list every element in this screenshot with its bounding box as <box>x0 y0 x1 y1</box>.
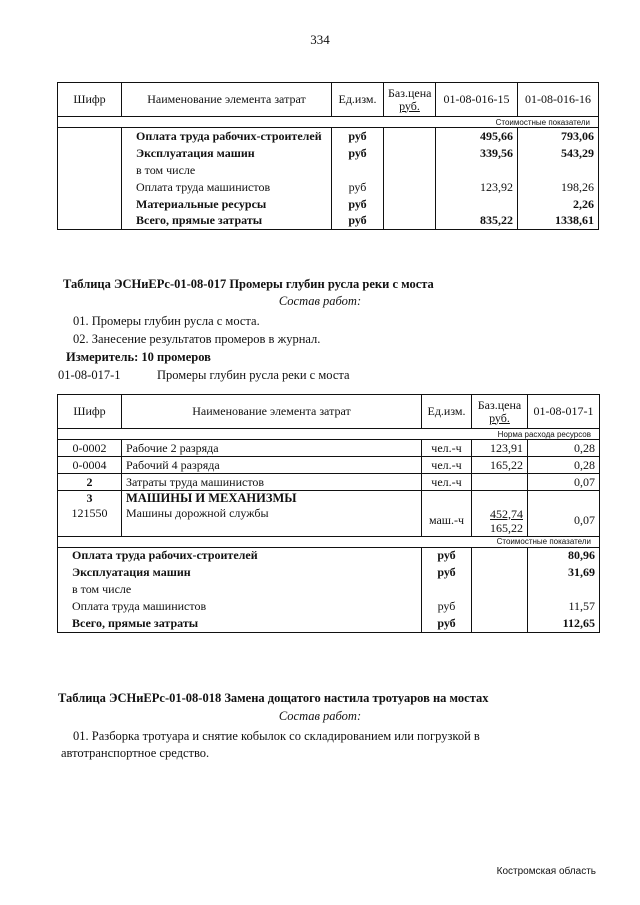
table-row: 0-0002 Рабочие 2 разряда чел.-ч 123,91 0,28 <box>58 440 600 457</box>
table-row: Эксплуатация машин руб 339,56 543,29 <box>58 145 599 162</box>
table-row: Оплата труда машинистов руб 11,57 <box>58 598 600 615</box>
table-row: Всего, прямые затраты руб 112,65 <box>58 615 600 632</box>
header-base-price: Баз.цена руб. <box>384 83 436 117</box>
table-row: 0-0004 Рабочий 4 разряда чел.-ч 165,22 0,28 <box>58 457 600 474</box>
table-row: Всего, прямые затраты руб 835,22 1338,61 <box>58 213 599 230</box>
header-code: Шифр <box>58 395 122 429</box>
table-row: Оплата труда машинистов руб 123,92 198,26 <box>58 179 599 196</box>
table-row: 3 МАШИНЫ И МЕХАНИЗМЫ <box>58 491 600 507</box>
item-code: 01-08-017-1 <box>58 368 121 382</box>
header-code: Шифр <box>58 83 122 117</box>
composition-title: Состав работ: <box>278 294 362 308</box>
header-name: Наименование элемента затрат <box>122 83 332 117</box>
cost-table-017 <box>57 394 600 633</box>
header-unit: Ед.изм. <box>332 83 384 117</box>
header-base-price: Баз.цена руб. <box>472 395 528 429</box>
item-name: Промеры глубин русла реки с моста <box>157 368 350 382</box>
section-label-norm: Норма расхода ресурсов <box>58 429 600 440</box>
page-number: 334 <box>310 32 330 47</box>
table-row: Материальные ресурсы руб 2,26 <box>58 196 599 213</box>
table-title-018: Таблица ЭСНиЕРс-01-08-018 Замена дощатого настила тротуаров на мостах <box>58 691 489 705</box>
section-label-cost: Стоимостные показатели <box>58 117 599 128</box>
table-row: 121550 Машины дорожной службы маш.-ч 452,74 165,22 0,07 <box>58 506 600 536</box>
table-row: в том числе <box>58 162 599 179</box>
work-item: 01. Разборка тротуара и снятие кобылок со складированием или погрузкой в <box>73 729 480 743</box>
table-row: 2 Затраты труда машинистов чел.-ч 0,07 <box>58 474 600 491</box>
table-title-017: Таблица ЭСНиЕРс-01-08-017 Промеры глубин русла реки с моста <box>63 277 434 291</box>
header-unit: Ед.изм. <box>422 395 472 429</box>
header-col-a: 01-08-017-1 <box>528 395 600 429</box>
work-item: 02. Занесение результатов промеров в журнал. <box>73 332 321 346</box>
meter-label: Измеритель: 10 промеров <box>66 350 211 364</box>
table-row: в том числе <box>58 581 600 598</box>
table-row: Оплата труда рабочих-строителей руб 495,66 793,06 <box>58 128 599 145</box>
table-row: Эксплуатация машин руб 31,69 <box>58 564 600 581</box>
footer-region: Костромская область <box>496 866 596 877</box>
header-col-b: 01-08-016-16 <box>518 83 599 117</box>
table-row: Оплата труда рабочих-строителей руб 80,96 <box>58 547 600 564</box>
header-col-a: 01-08-016-15 <box>436 83 518 117</box>
work-item-continuation: автотранспортное средство. <box>61 746 210 760</box>
composition-title: Состав работ: <box>278 709 362 723</box>
work-item: 01. Промеры глубин русла с моста. <box>73 314 260 328</box>
cost-table-016 <box>57 82 599 230</box>
header-name: Наименование элемента затрат <box>122 395 422 429</box>
section-label-cost: Стоимостные показатели <box>58 536 600 547</box>
